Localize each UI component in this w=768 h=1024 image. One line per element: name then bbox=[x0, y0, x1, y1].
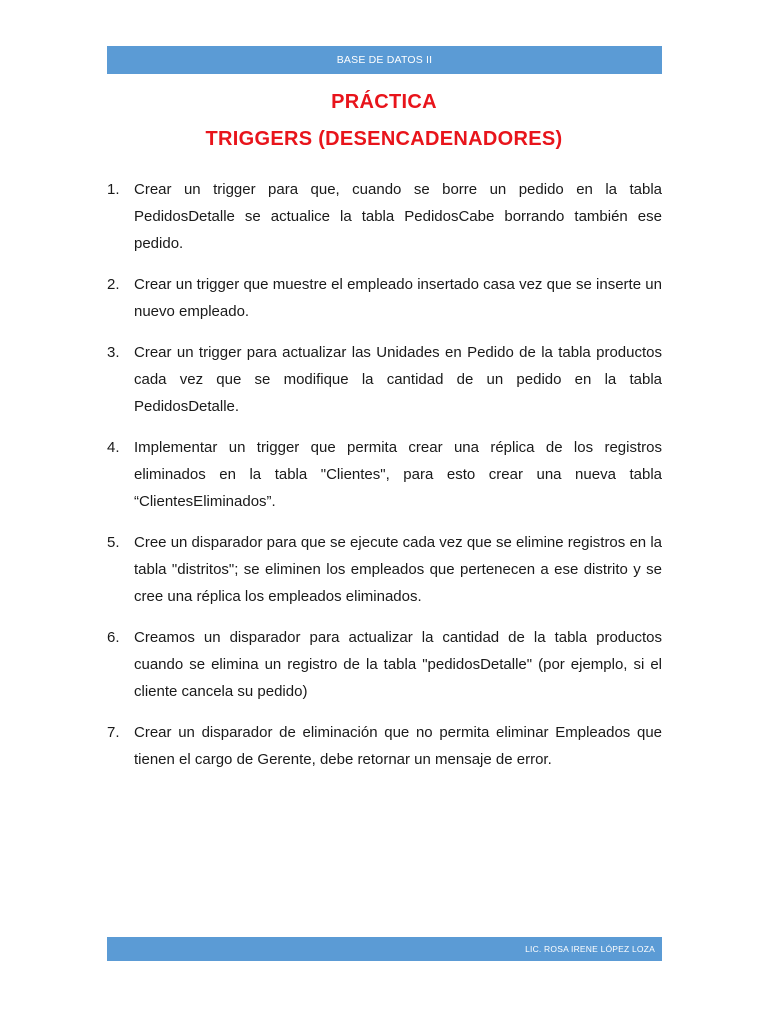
item-number: 2. bbox=[107, 276, 120, 293]
page-title: PRÁCTICA bbox=[331, 91, 437, 113]
item-text: Crear un trigger para actualizar las Unidades en Pedido de la tabla productos cada vez que se modifique la cantidad de un pedido en la tabla PedidosDetalle. bbox=[134, 344, 662, 415]
exercise-list bbox=[107, 176, 662, 787]
item-text: Creamos un disparador para actualizar la cantidad de la tabla productos cuando se elimina un registro de la tabla "pedidosDetalle" (por ejemplo, si el cliente cancela su pedido) bbox=[134, 629, 662, 700]
list-item bbox=[107, 719, 662, 773]
item-number: 1. bbox=[107, 181, 120, 198]
page-subtitle: TRIGGERS (DESENCADENADORES) bbox=[205, 128, 563, 150]
author-name: LIC. ROSA IRENE LÓPEZ LOZA bbox=[525, 944, 655, 954]
item-text: Crear un disparador de eliminación que no permita eliminar Empleados que tienen el cargo de Gerente, debe retornar un mensaje de error. bbox=[134, 724, 662, 768]
list-item bbox=[107, 529, 662, 610]
item-number: 3. bbox=[107, 344, 120, 361]
item-number: 7. bbox=[107, 724, 120, 741]
course-name: BASE DE DATOS II bbox=[336, 54, 433, 66]
list-item bbox=[107, 271, 662, 325]
item-text: Implementar un trigger que permita crear una réplica de los registros eliminados en la tabla "Clientes", para esto crear una nueva tabla “ClientesEliminados”. bbox=[134, 439, 662, 510]
item-number: 4. bbox=[107, 439, 120, 456]
list-item bbox=[107, 434, 662, 515]
item-text: Crear un trigger que muestre el empleado insertado casa vez que se inserte un nuevo empleado. bbox=[134, 276, 662, 320]
list-item bbox=[107, 339, 662, 420]
footer-bar bbox=[107, 937, 662, 961]
item-text: Crear un trigger para que, cuando se borre un pedido en la tabla PedidosDetalle se actualice la tabla PedidosCabe borrando también ese pedido. bbox=[134, 181, 662, 252]
list-item bbox=[107, 624, 662, 705]
item-text: Cree un disparador para que se ejecute cada vez que se elimine registros en la tabla "distritos"; se eliminen los empleados que pertenecen a ese distrito y se cree una réplica los empleados eliminados. bbox=[134, 534, 662, 605]
header-bar bbox=[107, 46, 662, 74]
item-number: 6. bbox=[107, 629, 120, 646]
item-number: 5. bbox=[107, 534, 120, 551]
list-item bbox=[107, 176, 662, 257]
